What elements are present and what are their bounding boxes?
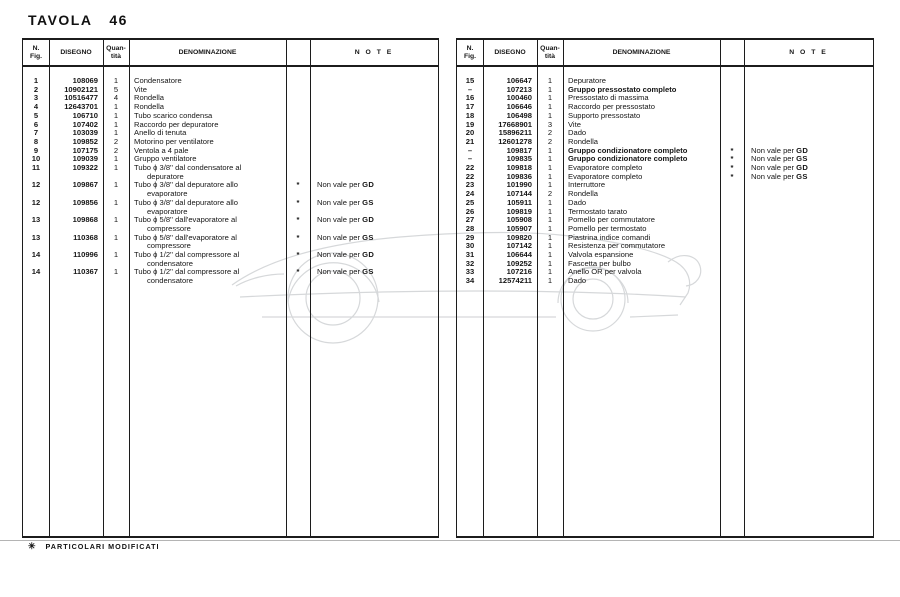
note-cell: Non vale per GD (751, 145, 809, 155)
quantity-cell: 1 (113, 232, 119, 242)
drawing-number-cell: 10902121 (64, 84, 98, 94)
fig-number-cell: 7 (33, 128, 39, 138)
fig-number-cell: 14 (31, 267, 41, 277)
drawing-number-cell: 105911 (507, 197, 532, 207)
note-cell: Non vale per GS (317, 232, 374, 242)
drawing-number-cell: 109039 (72, 154, 98, 164)
drawing-number-cell: 109322 (72, 163, 98, 173)
denomination-cell: Anello OR per valvola (568, 267, 642, 277)
fig-number-cell: 24 (465, 189, 475, 199)
column-divider (720, 40, 721, 536)
denomination-cell: Tubo ϕ 3/8'' dal depuratore allo evaporatore (134, 197, 238, 216)
quantity-cell: 3 (547, 119, 553, 129)
fig-number-cell: 12 (31, 180, 41, 190)
column-header-fig: N. Fig. (29, 44, 43, 60)
fig-number-cell: 15 (465, 76, 475, 85)
quantity-cell: 1 (113, 128, 119, 138)
fig-number-cell: 26 (465, 206, 475, 216)
table-row (23, 251, 438, 268)
table-header (23, 40, 438, 67)
drawing-number-cell: 107216 (506, 267, 532, 277)
drawing-number-cell: 12643701 (64, 102, 98, 112)
fig-number-cell: 29 (465, 232, 475, 242)
denomination-cell: Tubo ϕ 1/2'' dal compressore al condensatore (134, 267, 240, 286)
fig-number-cell: 4 (33, 102, 39, 112)
column-divider (103, 40, 104, 536)
quantity-cell: 1 (547, 76, 553, 85)
denomination-cell: Tubo ϕ 3/8'' dal depuratore allo evaporatore (134, 180, 238, 199)
drawing-number-cell: 109252 (506, 258, 532, 268)
quantity-cell: 1 (113, 102, 119, 112)
table-row (457, 277, 873, 286)
quantity-cell: 1 (113, 76, 119, 85)
quantity-cell: 1 (547, 163, 553, 173)
note-cell: Non vale per GS (317, 267, 374, 277)
denomination-cell: Tubo ϕ 5/8'' dall'evaporatore al compressore (134, 215, 237, 233)
column-divider (537, 40, 538, 536)
denomination-cell: Ventola a 4 pale (134, 145, 189, 155)
denomination-cell: Supporto pressostato (568, 110, 641, 120)
quantity-cell: 1 (113, 110, 119, 120)
modified-asterisk: * (730, 171, 734, 181)
denomination-cell: Rondella (568, 189, 598, 199)
denomination-cell: Depuratore (568, 76, 606, 85)
fig-number-cell: 28 (465, 223, 475, 233)
drawing-number-cell: 109835 (506, 154, 532, 164)
fig-number-cell: 3 (33, 93, 39, 103)
denomination-cell: Raccordo per depuratore (134, 119, 219, 129)
drawing-number-cell: 12574211 (498, 276, 532, 286)
denomination-cell: Piastrina indice comandi (568, 232, 651, 242)
fig-number-cell: 32 (465, 258, 475, 268)
denomination-cell: Gruppo condizionatore completo (568, 145, 688, 155)
drawing-number-cell: 101990 (506, 180, 532, 190)
column-header-fig: N. Fig. (463, 44, 477, 60)
denomination-cell: Termostato tarato (568, 206, 628, 216)
drawing-number-cell: 106644 (506, 250, 532, 260)
drawing-number-cell: 10516477 (64, 93, 98, 103)
quantity-cell: 2 (547, 136, 553, 146)
note-cell: Non vale per GS (751, 171, 808, 181)
column-divider (129, 40, 130, 536)
drawing-number-cell: 12601278 (498, 136, 532, 146)
modified-asterisk: * (296, 180, 300, 190)
quantity-cell: 1 (547, 197, 553, 207)
parts-table-left (22, 38, 439, 538)
drawing-number-cell: 107144 (506, 189, 532, 199)
drawing-number-cell: 110367 (73, 267, 98, 277)
quantity-cell: 1 (547, 145, 553, 155)
denomination-cell: Gruppo ventilatore (134, 154, 197, 164)
column-header-note: N O T E (789, 48, 828, 56)
fig-number-cell: 12 (31, 197, 41, 207)
fig-number-cell: 20 (465, 128, 475, 138)
note-cell: Non vale per GS (751, 154, 808, 164)
fig-number-cell: 8 (33, 136, 39, 146)
fig-number-cell: 5 (33, 110, 39, 120)
drawing-number-cell: 110996 (73, 250, 98, 260)
fig-number-cell: 21 (465, 136, 475, 146)
table-header (457, 40, 873, 67)
quantity-cell: 1 (547, 232, 553, 242)
table-row (23, 234, 438, 251)
drawing-number-cell: 103039 (72, 128, 98, 138)
column-divider (310, 40, 311, 536)
denomination-cell: Dado (568, 276, 587, 286)
denomination-cell: Pressostato di massima (568, 93, 649, 103)
fig-number-cell: – (467, 154, 473, 164)
modified-asterisk: * (296, 232, 300, 242)
quantity-cell: 1 (547, 84, 553, 94)
drawing-number-cell: 109836 (506, 171, 532, 181)
drawing-number-cell: 109856 (72, 197, 98, 207)
column-header-note: N O T E (354, 48, 394, 56)
fig-number-cell: 25 (465, 197, 475, 207)
fig-number-cell: 10 (31, 154, 41, 164)
footnote (28, 542, 160, 551)
denomination-cell: Tubo ϕ 3/8'' dal condensatore al depuratore (134, 163, 242, 181)
footnote-text: PARTICOLARI MODIFICATI (45, 542, 160, 551)
quantity-cell: 1 (547, 171, 553, 181)
drawing-number-cell: 109868 (72, 215, 98, 225)
denomination-cell: Resistenza per commutatore (568, 241, 666, 251)
quantity-cell: 2 (547, 189, 553, 199)
drawing-number-cell: 108069 (72, 76, 98, 85)
modified-asterisk: * (296, 267, 300, 277)
quantity-cell: 1 (113, 180, 119, 190)
fig-number-cell: 17 (465, 102, 475, 112)
denomination-cell: Gruppo condizionatore completo (568, 154, 688, 164)
fig-number-cell: 22 (465, 171, 475, 181)
denomination-cell: Evaporatore completo (568, 171, 643, 181)
denomination-cell: Evaporatore completo (568, 163, 643, 173)
denomination-cell: Tubo ϕ 1/2'' dal compressore al condensatore (134, 250, 240, 268)
quantity-cell: 1 (113, 250, 119, 260)
modified-asterisk: * (730, 163, 734, 173)
denomination-cell: Rondella (134, 102, 164, 112)
fig-number-cell: 22 (465, 163, 475, 173)
column-header-denominazione: DENOMINAZIONE (612, 48, 671, 56)
quantity-cell: 2 (547, 128, 553, 138)
drawing-number-cell: 107402 (72, 119, 98, 129)
quantity-cell: 5 (113, 84, 119, 94)
fig-number-cell: 18 (465, 110, 475, 120)
denomination-cell: Raccordo per pressostato (568, 102, 655, 112)
quantity-cell: 1 (113, 119, 119, 129)
quantity-cell: 1 (547, 180, 553, 190)
denomination-cell: Pomello per termostato (568, 223, 647, 233)
table-row (23, 199, 438, 216)
quantity-cell: 1 (113, 197, 119, 207)
denomination-cell: Rondella (134, 93, 164, 103)
denomination-cell: Condensatore (134, 76, 182, 85)
note-cell: Non vale per GS (317, 197, 374, 207)
quantity-cell: 1 (547, 154, 553, 164)
drawing-number-cell: 107175 (72, 145, 98, 155)
drawing-number-cell: 106646 (506, 102, 532, 112)
quantity-cell: 4 (113, 93, 119, 103)
drawing-number-cell: 109867 (72, 180, 98, 190)
drawing-number-cell: 109852 (72, 136, 98, 146)
quantity-cell: 1 (547, 215, 553, 225)
fig-number-cell: 13 (31, 215, 41, 225)
denomination-cell: Gruppo pressostato completo (568, 84, 677, 94)
drawing-number-cell: 106710 (72, 110, 98, 120)
fig-number-cell: 30 (465, 241, 475, 251)
quantity-cell: 1 (113, 163, 119, 173)
denomination-cell: Rondella (568, 136, 598, 146)
fig-number-cell: 33 (465, 267, 475, 277)
denomination-cell: Interruttore (568, 180, 606, 190)
quantity-cell: 1 (547, 276, 553, 286)
column-divider (483, 40, 484, 536)
fig-number-cell: 1 (33, 76, 39, 85)
denomination-cell: Dado (568, 197, 587, 207)
table-body (457, 67, 873, 286)
note-cell: Non vale per GD (317, 215, 375, 225)
drawing-number-cell: 105908 (506, 215, 532, 225)
quantity-cell: 1 (547, 93, 553, 103)
column-divider (744, 40, 745, 536)
drawing-number-cell: 110368 (73, 232, 98, 242)
denomination-cell: Vite (568, 119, 581, 129)
quantity-cell: 1 (113, 267, 119, 277)
denomination-cell: Vite (134, 84, 147, 94)
quantity-cell: 1 (547, 110, 553, 120)
fig-number-cell: 6 (33, 119, 39, 129)
fig-number-cell: 16 (465, 93, 475, 103)
note-cell: Non vale per GD (317, 250, 375, 260)
fig-number-cell: – (467, 84, 473, 94)
drawing-number-cell: 100460 (506, 93, 532, 103)
quantity-cell: 1 (547, 102, 553, 112)
asterisk-icon: ✳ (28, 541, 37, 551)
drawing-number-cell: 109818 (506, 163, 532, 173)
column-divider (286, 40, 287, 536)
quantity-cell: 2 (113, 136, 119, 146)
quantity-cell: 1 (547, 258, 553, 268)
fig-number-cell: 23 (465, 180, 475, 190)
quantity-cell: 1 (547, 250, 553, 260)
quantity-cell: 1 (547, 267, 553, 277)
column-header-disegno: DISEGNO (60, 48, 92, 56)
column-divider (563, 40, 564, 536)
fig-number-cell: 9 (33, 145, 39, 155)
quantity-cell: 1 (547, 223, 553, 233)
column-divider (49, 40, 50, 536)
denomination-cell: Tubo scarico condensa (134, 110, 213, 120)
table-row (23, 268, 438, 285)
drawing-number-cell: 17668901 (498, 119, 532, 129)
drawing-number-cell: 109817 (506, 145, 532, 155)
denomination-cell: Anello di tenuta (134, 128, 187, 138)
denomination-cell: Motorino per ventilatore (134, 136, 214, 146)
fig-number-cell: 11 (31, 163, 41, 173)
note-cell: Non vale per GD (317, 180, 375, 190)
drawing-number-cell: 15896211 (498, 128, 532, 138)
drawing-number-cell: 109820 (506, 232, 532, 242)
drawing-number-cell: 107213 (506, 84, 532, 94)
column-header-quantita: Quan- tità (106, 44, 126, 60)
modified-asterisk: * (296, 197, 300, 207)
drawing-number-cell: 106647 (506, 76, 532, 85)
fig-number-cell: – (467, 145, 473, 155)
modified-asterisk: * (730, 145, 734, 155)
table-row (23, 216, 438, 233)
quantity-cell: 1 (113, 154, 119, 164)
fig-number-cell: 19 (465, 119, 475, 129)
drawing-number-cell: 105907 (506, 223, 532, 233)
denomination-cell: Fascetta per bulbo (568, 258, 631, 268)
fig-number-cell: 14 (31, 250, 41, 260)
modified-asterisk: * (296, 215, 300, 225)
table-row (23, 181, 438, 198)
drawing-number-cell: 107142 (506, 241, 532, 251)
quantity-cell: 1 (547, 241, 553, 251)
column-header-disegno: DISEGNO (494, 48, 526, 56)
quantity-cell: 1 (113, 215, 119, 225)
parts-table-right (456, 38, 874, 538)
denomination-cell: Valvola espansione (568, 250, 634, 260)
page-title: TAVOLA 46 (28, 12, 128, 28)
scan-artifact-line (0, 540, 900, 541)
quantity-cell: 1 (547, 206, 553, 216)
denomination-cell: Pomello per commutatore (568, 215, 655, 225)
drawing-number-cell: 109819 (506, 206, 532, 216)
fig-number-cell: 31 (465, 250, 475, 260)
denomination-cell: Tubo ϕ 5/8'' dall'evaporatore al compressore (134, 232, 237, 251)
modified-asterisk: * (730, 154, 734, 164)
fig-number-cell: 13 (31, 232, 41, 242)
drawing-number-cell: 106498 (506, 110, 532, 120)
fig-number-cell: 2 (33, 84, 39, 94)
modified-asterisk: * (296, 250, 300, 260)
column-header-quantita: Quan- tità (540, 44, 560, 60)
fig-number-cell: 34 (465, 276, 475, 286)
quantity-cell: 2 (113, 145, 119, 155)
table-body (23, 67, 438, 286)
note-cell: Non vale per GD (751, 163, 809, 173)
table-row (23, 164, 438, 181)
fig-number-cell: 27 (465, 215, 475, 225)
column-header-denominazione: DENOMINAZIONE (178, 48, 237, 56)
denomination-cell: Dado (568, 128, 587, 138)
